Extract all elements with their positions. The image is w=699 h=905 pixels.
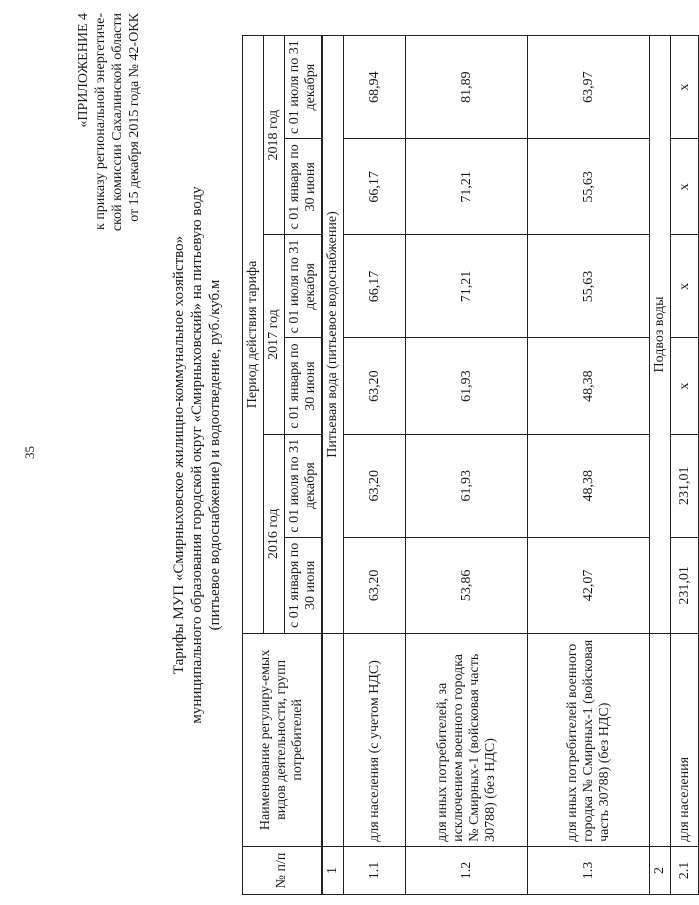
row-value: 66,17 [344,139,406,235]
row-name: для иных потребителей, за исключением военного городка № Смирных-1 (войсковая часть 30788) (без НДС) [406,633,528,846]
appendix-line: к приказу региональной энергетиче- [93,13,108,230]
row-value: 81,89 [406,36,528,139]
row-value: 55,63 [528,235,650,338]
appendix-line: ской комиссии Сахалинской области [110,13,125,232]
row-num: 1.2 [406,846,528,894]
header-half: с 01 июля по 31 декабря [285,235,323,338]
header-name: Наименование регулиру-емых видов деятельности, групп потребителей [243,633,323,846]
page-number: 35 [22,446,37,459]
row-value: x [671,338,699,434]
row-value: 48,38 [528,338,650,434]
title-line: Тарифы МУП «Смирныховское жилищно-коммунальное хозяйство» [171,235,187,675]
row-value: x [671,139,699,235]
row-value: 68,94 [344,36,406,139]
row-name: для населения [671,633,699,846]
title-line: муниципального образования городской округ «Смирныховский» на питьевую воду [189,186,205,724]
tariff-table [242,35,699,895]
title-line: (питьевое водоснабжение) и водоотведение, руб./куб.м [207,279,223,631]
row-value: 63,97 [528,36,650,139]
table-row [406,36,528,895]
appendix-block [75,13,143,333]
section-num: 1 [322,846,344,894]
row-value: 231,01 [671,434,699,537]
row-value: 53,86 [406,537,528,633]
row-value: 63,20 [344,338,406,434]
section-title: Подвоз воды [650,36,671,634]
row-num: 2.1 [671,846,699,894]
row-value: x [671,235,699,338]
row-value: 55,63 [528,139,650,235]
row-value: x [671,36,699,139]
row-value: 71,21 [406,139,528,235]
row-value: 61,93 [406,338,528,434]
section-spacer [322,633,344,846]
section-row [322,36,344,895]
appendix-title: «ПРИЛОЖЕНИЕ 4 [76,13,91,128]
row-value: 231,01 [671,537,699,633]
header-row [243,36,264,895]
header-half: с 01 июля по 31 декабря [285,434,323,537]
row-name: для населения (с учетом НДС) [344,633,406,846]
row-value: 63,20 [344,537,406,633]
row-value: 63,20 [344,434,406,537]
table-row [344,36,406,895]
section-title: Питьевая вода (питьевое водоснабжение) [322,36,344,634]
row-value: 42,07 [528,537,650,633]
section-row [650,36,671,895]
row-value: 66,17 [344,235,406,338]
section-spacer [650,633,671,846]
appendix-line: от 15 декабря 2015 года № 42-ОКК [127,13,142,222]
table-row [671,36,699,895]
row-num: 1.1 [344,846,406,894]
header-period: Период действия тарифа [243,36,264,634]
header-half: с 01 января по 30 июня [285,139,323,235]
header-half: с 01 июля по 31 декабря [285,36,323,139]
document-title [170,175,224,735]
row-value: 48,38 [528,434,650,537]
table-row [528,36,650,895]
header-half: с 01 января по 30 июня [285,338,323,434]
header-year: 2016 год [264,434,285,633]
header-year: 2017 год [264,235,285,434]
row-value: 71,21 [406,235,528,338]
header-num: № п/п [243,846,323,894]
section-num: 2 [650,846,671,894]
row-num: 1.3 [528,846,650,894]
header-year: 2018 год [264,36,285,235]
row-value: 61,93 [406,434,528,537]
row-name: для иных потребителей военного городка № Смирных-1 (войсковая часть 30788) (без НДС) [528,633,650,846]
header-half: с 01 января по 30 июня [285,537,323,633]
